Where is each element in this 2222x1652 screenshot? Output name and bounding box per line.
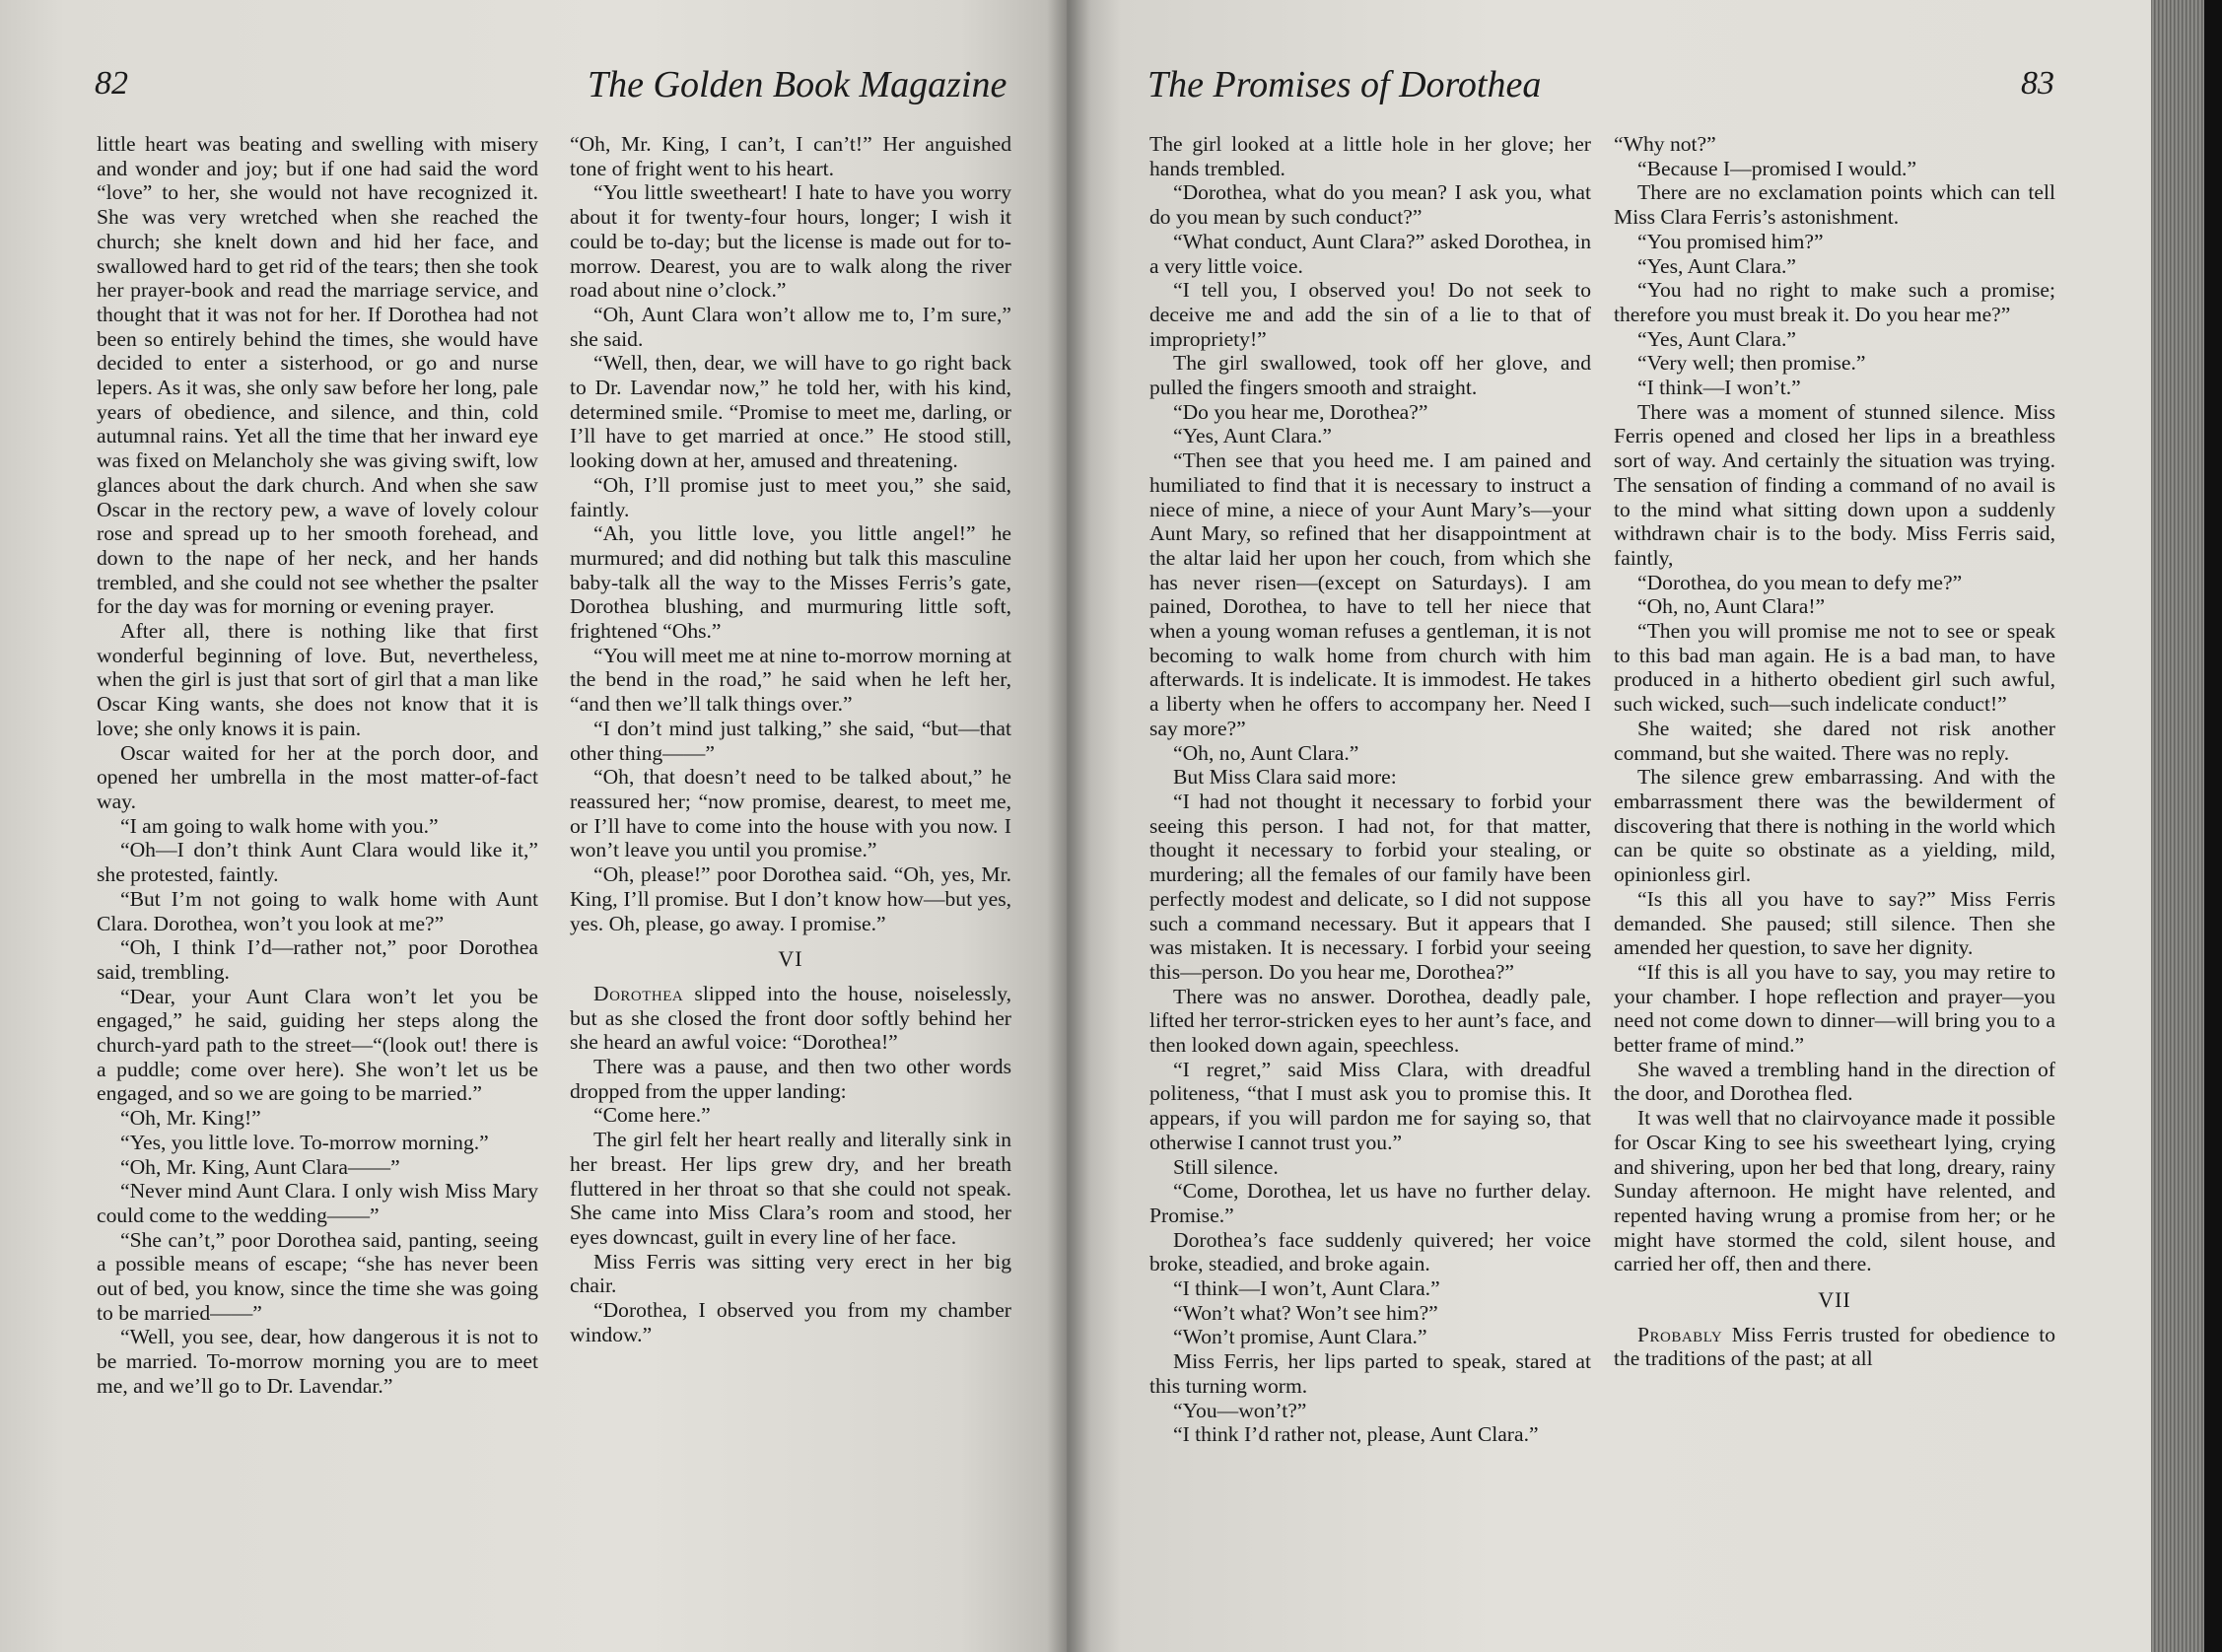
paragraph: “I think—I won’t, Aunt Clara.” (1173, 1276, 1440, 1301)
paragraph: “Dorothea, what do you mean? I ask you, what do you mean by such conduct?” (1149, 180, 1591, 230)
paragraph: “Oh, I’ll promise just to meet you,” she said, faintly. (570, 472, 1011, 521)
page-number-left: 82 (95, 65, 128, 102)
book-gutter-shadow (1047, 0, 1090, 1652)
section-lead-word: Probably (1637, 1322, 1723, 1346)
paragraph: “Ah, you little love, you little angel!” he murmured; and did nothing but talk this masculine baby-talk all the way to the Misses Ferris’s gate, Dorothea blushing, and murmuring little soft, frightened “Ohs.” (570, 521, 1011, 644)
paragraph: “Is this all you have to say?” Miss Ferris demanded. She paused; still silence. Then she amended her question, to save her dignity. (1614, 886, 2055, 960)
paragraph: The girl looked at a little hole in her glove; her hands trembled. (1149, 132, 1591, 180)
paragraph: “She can’t,” poor Dorothea said, panting, seeing a possible means of escape; “she has never been out of bed, you know, since the time she was going to be married——” (97, 1227, 538, 1325)
section-heading: VI (778, 946, 803, 972)
paragraph: Still silence. (1173, 1154, 1279, 1179)
paragraph: “Oh, Mr. King, I can’t, I can’t!” Her anguished tone of fright went to his heart. (570, 132, 1011, 180)
paragraph: There was no answer. Dorothea, deadly pale, lifted her terror-stricken eyes to her aunt’s face, and then looked down again, speechless. (1149, 984, 1591, 1058)
section-lead-word: Dorothea (593, 981, 684, 1005)
left-page-column-1 (97, 132, 538, 1399)
paragraph: “I think I’d rather not, please, Aunt Clara.” (1173, 1422, 1539, 1447)
paragraph: “I am going to walk home with you.” (120, 813, 439, 838)
paragraph: “Do you hear me, Dorothea?” (1173, 399, 1428, 424)
paragraph: “Yes, Aunt Clara.” (1173, 424, 1332, 448)
paragraph: Miss Ferris, her lips parted to speak, stared at this turning worm. (1149, 1349, 1591, 1398)
paragraph: “I don’t mind just talking,” she said, “but—that other thing——” (570, 716, 1011, 765)
paragraph: “Oh, Mr. King!” (120, 1106, 261, 1131)
paragraph: “Then see that you heed me. I am pained and humiliated to find that it is necessary to instruct a niece of mine, a niece of your Aunt Mary’s—your Aunt Mary, so refined that her disappointment at the altar laid her upon her couch, from which she has never risen—(except on Saturdays). I am pained, Dorothea, to have to tell her niece that when a young woman refuses a gentleman, it is not becoming to walk home from church with him afterwards. It is indelicate. It is immodest. He takes a liberty when he offers to accompany her. Need I say more?” (1149, 448, 1591, 740)
paragraph: “Oh, Aunt Clara won’t allow me to, I’m sure,” she said. (570, 302, 1011, 351)
paragraph: “You promised him?” (1637, 229, 1824, 253)
running-head-right: The Promises of Dorothea (1147, 64, 1542, 105)
paragraph: “You will meet me at nine to-morrow morning at the bend in the road,” he said when he left her, “and then we’ll talk things over.” (570, 643, 1011, 717)
paragraph: “Because I—promised I would.” (1637, 156, 1917, 180)
paragraph: “Yes, Aunt Clara.” (1637, 326, 1796, 351)
paragraph: “Dear, your Aunt Clara won’t let you be engaged,” he said, guiding her steps along the church-yard path to the street—“(look out! there is a puddle; come over here). She won’t let us be engaged, and so we are going to be married.” (97, 984, 538, 1106)
paragraph: “Oh, no, Aunt Clara.” (1173, 740, 1359, 765)
paragraph: “Well, you see, dear, how dangerous it is not to be married. To-morrow morning you are to meet me, and we’ll go to Dr. Lavendar.” (97, 1325, 538, 1398)
section-heading: VII (1818, 1287, 1851, 1313)
paragraph (570, 982, 1011, 1055)
paragraph: “Oh, Mr. King, Aunt Clara——” (120, 1154, 400, 1179)
paragraph-text: slipped into the house, noiselessly, but as she closed the front door softly behind her she heard an awful voice: “Dorothea!” (570, 981, 1011, 1055)
paragraph: “Very well; then promise.” (1637, 351, 1866, 376)
background-edge (2204, 0, 2222, 1652)
paragraph: She waved a trembling hand in the direction of the door, and Dorothea fled. (1614, 1057, 2055, 1106)
paragraph: Dorothea’s face suddenly quivered; her voice broke, steadied, and broke again. (1149, 1227, 1591, 1276)
paragraph: “Never mind Aunt Clara. I only wish Miss Mary could come to the wedding——” (97, 1179, 538, 1227)
paragraph: It was well that no clairvoyance made it possible for Oscar King to see his sweetheart lying, crying and shivering, upon her bed that long, dreary, rainy Sunday afternoon. He might have relented, and repented having wrung a promise from her; or he might have stormed the cold, silent house, and carried her off, then and there. (1614, 1106, 2055, 1276)
paragraph: “Oh, that doesn’t need to be talked about,” he reassured her; “now promise, dearest, to meet me, or I’ll have to come into the house with you now. I won’t leave you until you promise.” (570, 765, 1011, 862)
left-page-column-2 (570, 132, 1011, 1346)
paragraph: The girl felt her heart really and literally sink in her breast. Her lips grew dry, and her breath fluttered in her throat so that she could not speak. She came into Miss Clara’s room and stood, her eyes downcast, guilt in every line of her face. (570, 1128, 1011, 1249)
paragraph: “Come, Dorothea, let us have no further delay. Promise.” (1149, 1179, 1591, 1227)
paragraph: “I regret,” said Miss Clara, with dreadful politeness, “that I must ask you to promise this. It appears, if you will pardon me for saying so, that otherwise I cannot trust you.” (1149, 1057, 1591, 1154)
paragraph: “You had no right to make such a promise; therefore you must break it. Do you hear me?” (1614, 278, 2055, 326)
page-number-right: 83 (2021, 65, 2054, 102)
paragraph: “Yes, you little love. To-morrow morning.” (120, 1130, 489, 1154)
paragraph: Oscar waited for her at the porch door, and opened her umbrella in the most matter-of-fact way. (97, 740, 538, 813)
paragraph: “You little sweetheart! I hate to have you worry about it for twenty-four hours, longer; I wish it could be to-day; but the license is made out for to-morrow. Dearest, you are to walk along the river road about nine o’clock.” (570, 180, 1011, 303)
paragraph: “You—won’t?” (1173, 1398, 1307, 1422)
paragraph: “Won’t promise, Aunt Clara.” (1173, 1325, 1427, 1349)
paragraph: Miss Ferris was sitting very erect in her big chair. (570, 1249, 1011, 1298)
paragraph: “Dorothea, do you mean to defy me?” (1637, 570, 1963, 594)
paragraph: “Well, then, dear, we will have to go right back to Dr. Lavendar now,” he told her, with his kind, determined smile. “Promise to meet me, darling, or I’ll have to get married at once.” He stood still, looking down at her, amused and threatening. (570, 351, 1011, 473)
paragraph: There was a pause, and then two other words dropped from the upper landing: (570, 1055, 1011, 1103)
right-page-column-2 (1614, 132, 2055, 1371)
paragraph: There are no exclamation points which can tell Miss Clara Ferris’s astonishment. (1614, 180, 2055, 230)
paragraph: “Oh, please!” poor Dorothea said. “Oh, yes, Mr. King, I’ll promise. But I don’t know how—but yes, yes. Oh, please, go away. I promise.” (570, 862, 1011, 935)
paragraph: “Oh, I think I’d—rather not,” poor Dorothea said, trembling. (97, 935, 538, 984)
paragraph: “Yes, Aunt Clara.” (1637, 253, 1796, 278)
paragraph: little heart was beating and swelling with misery and wonder and joy; but if one had said the word “love” to her, she would not have recognized it. She was very wretched when she reached the church; she knelt down and hid her face, and swallowed hard to get rid of the tears; then she took her prayer-book and read the marriage service, and thought that it was not for her. If Dorothea had not been so entirely behind the times, she would have decided to enter a sisterhood, or go and nurse lepers. As it was, she only saw before her long, pale years of obedience, and silence, and thin, cold autumnal rains. Yet all the time that her inward eye was fixed on Melancholy she was giving swift, low glances about the dark church. And when she saw Oscar in the rectory pew, a wave of lovely colour rose and spread up to her smooth forehead, and down to the nape of her neck, and her hands trembled, and she could not see whether the psalter for the day was for morning or evening prayer. (97, 132, 538, 619)
paragraph: The silence grew embarrassing. And with the embarrassment there was the bewilderment of discovering that there is nothing in the world which can be quite so obstinate as a yielding, mild, opinionless girl. (1614, 765, 2055, 887)
paragraph: “Then you will promise me not to see or speak to this bad man again. He is a bad man, to have produced in a hitherto obedient girl such awful, such wicked, such—such indelicate conduct!” (1614, 619, 2055, 717)
paragraph: “Why not?” (1614, 132, 1716, 156)
right-page-column-1 (1149, 132, 1591, 1447)
paragraph: After all, there is nothing like that first wonderful beginning of love. But, nevertheless, when the girl is just that sort of girl that a man like Oscar King wants, she does not know that it is love; she only knows it is pain. (97, 619, 538, 740)
paragraph: But Miss Clara said more: (1173, 765, 1397, 790)
paragraph: “Won’t what? Won’t see him?” (1173, 1300, 1438, 1325)
paragraph: She waited; she dared not risk another command, but she waited. There was no reply. (1614, 716, 2055, 765)
running-head-left: The Golden Book Magazine (588, 64, 1007, 105)
paragraph: “But I’m not going to walk home with Aunt Clara. Dorothea, won’t you look at me?” (97, 886, 538, 935)
right-page (1067, 0, 2151, 1652)
paragraph: “What conduct, Aunt Clara?” asked Dorothea, in a very little voice. (1149, 229, 1591, 278)
paragraph: “Oh—I don’t think Aunt Clara would like it,” she protested, faintly. (97, 838, 538, 887)
paragraph: “I think—I won’t.” (1637, 376, 1801, 400)
paragraph-text: Miss Ferris trusted for obedience to the traditions of the past; at all (1614, 1322, 2055, 1371)
paragraph: There was a moment of stunned silence. Miss Ferris opened and closed her lips in a breathless sort of way. And certainly the situation was trying. The sensation of finding a command of no avail is to the mind what sitting down upon a suddenly withdrawn chair is to the body. Miss Ferris said, faintly, (1614, 399, 2055, 570)
paragraph: “Dorothea, I observed you from my chamber window.” (570, 1298, 1011, 1346)
paragraph: “Come here.” (593, 1103, 711, 1128)
left-page (0, 0, 1067, 1652)
paragraph: The girl swallowed, took off her glove, and pulled the fingers smooth and straight. (1149, 351, 1591, 400)
paragraph: “Oh, no, Aunt Clara!” (1637, 594, 1826, 619)
paragraph (1614, 1323, 2055, 1371)
paragraph: “If this is all you have to say, you may retire to your chamber. I hope reflection and prayer—you need not come down to dinner—will bring you to a better frame of mind.” (1614, 959, 2055, 1058)
paragraph: “I had not thought it necessary to forbid your seeing this person. I had not, for that matter, thought it necessary to forbid your stealing, or murdering; all the females of our family have been perfectly modest and delicate, so I did not suppose such a command necessary. But it appears that I was mistaken. It is necessary. I forbid your seeing this—person. Do you hear me, Dorothea?” (1149, 789, 1591, 984)
paragraph: “I tell you, I observed you! Do not seek to deceive me and add the sin of a lie to that of impropriety!” (1149, 278, 1591, 351)
